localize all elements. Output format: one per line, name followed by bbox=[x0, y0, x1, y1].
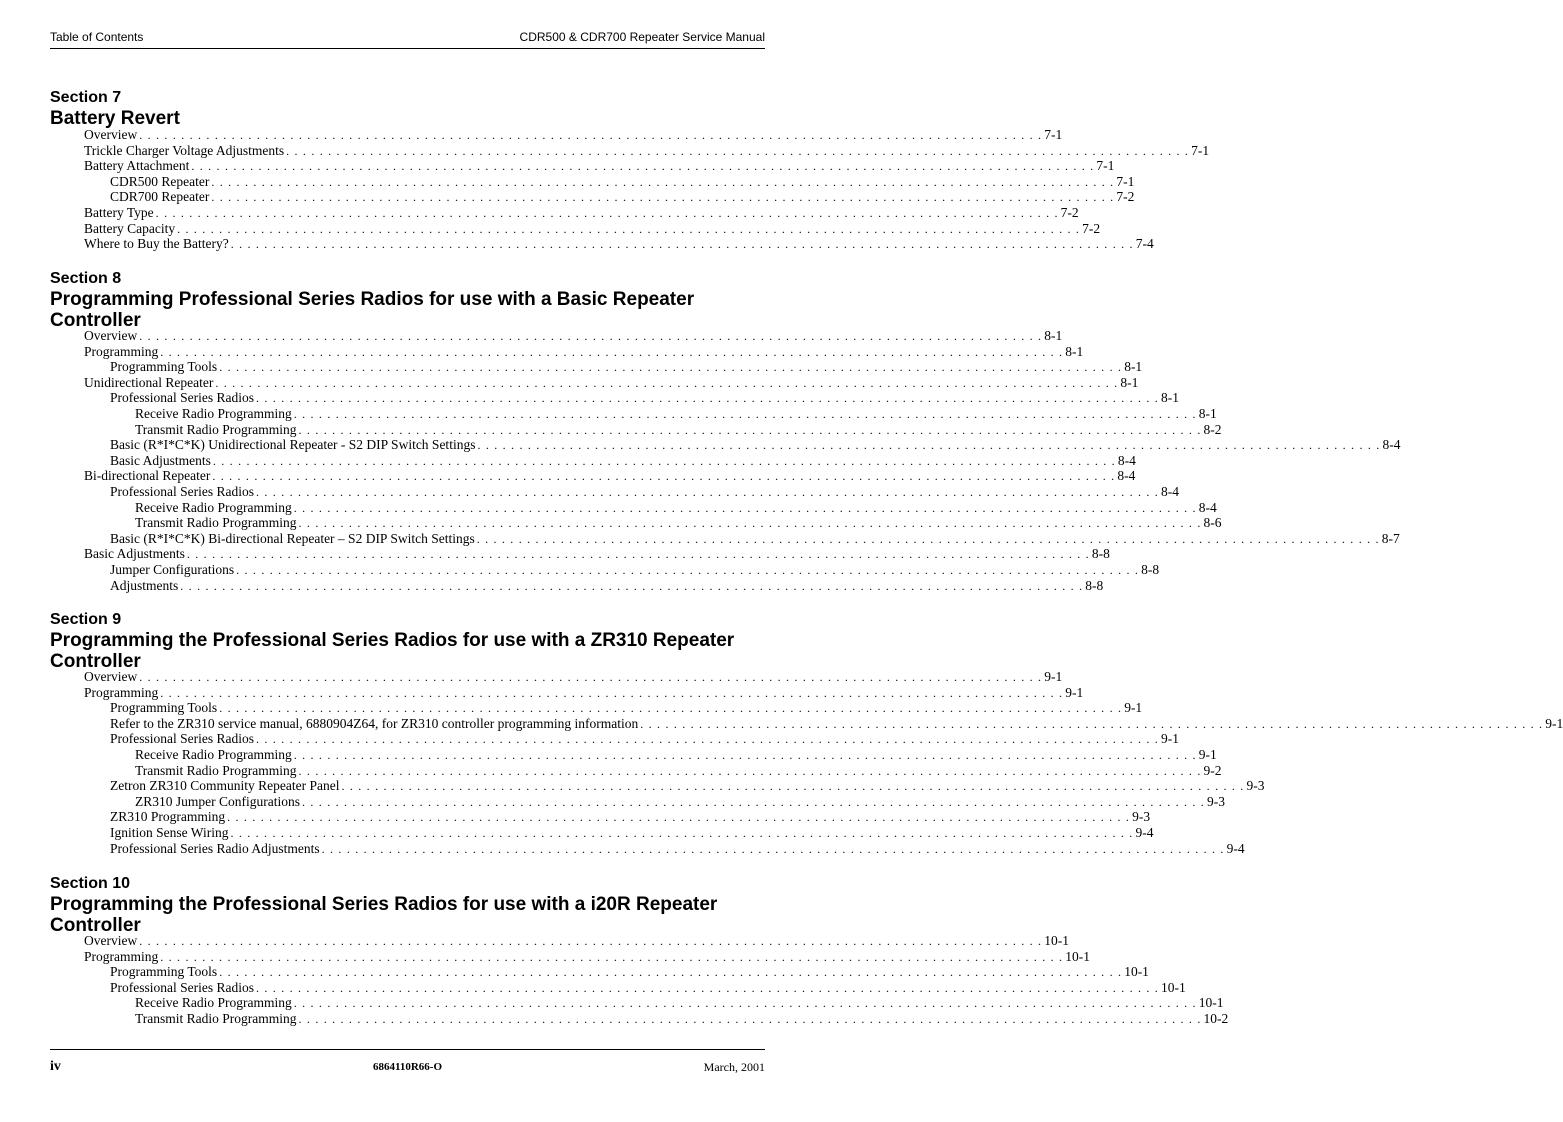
toc-list bbox=[84, 669, 1563, 856]
dot-leader: . . . . . . . . . . . . . . . . . . . . . . . . . . . . . . . . . . . . . . . . . . . . . . . . . . . . . . . . . . . . . . . . . . . . . . . . . . . . . . . . . . . . . . . . . . . . . . . . . . . . . . . . . . . . bbox=[302, 794, 1205, 809]
toc-entry-page: 8-1 bbox=[1198, 405, 1217, 421]
dot-leader: . . . . . . . . . . . . . . . . . . . . . . . . . . . . . . . . . . . . . . . . . . . . . . . . . . . . . . . . . . . . . . . . . . . . . . . . . . . . . . . . . . . . . . . . . . . . . . . . . . . . . . . . . . . . bbox=[298, 1011, 1202, 1026]
section-number: Section 9 bbox=[50, 611, 122, 628]
toc-entry-title: Transmit Radio Programming bbox=[135, 762, 297, 778]
footer-date: March, 2001 bbox=[703, 1060, 765, 1074]
toc-entry-page: 10-1 bbox=[1161, 979, 1186, 995]
toc-entry-page: 9-1 bbox=[1065, 684, 1084, 700]
dot-leader: . . . . . . . . . . . . . . . . . . . . . . . . . . . . . . . . . . . . . . . . . . . . . . . . . . . . . . . . . . . . . . . . . . . . . . . . . . . . . . . . . . . . . . . . . . . . . . . . . . . . . . . . . . . . bbox=[186, 547, 1090, 562]
dot-leader: . . . . . . . . . . . . . . . . . . . . . . . . . . . . . . . . . . . . . . . . . . . . . . . . . . . . . . . . . . . . . . . . . . . . . . . . . . . . . . . . . . . . . . . . . . . . . . . . . . . . . . . . . . . . bbox=[212, 469, 1116, 484]
toc-entry-title: Ignition Sense Wiring bbox=[110, 824, 229, 840]
toc-entry[interactable] bbox=[84, 499, 1217, 516]
toc-entry-page: 10-1 bbox=[1198, 995, 1224, 1011]
toc-entry[interactable] bbox=[84, 979, 1186, 996]
toc-entry-title: ZR310 Programming bbox=[110, 809, 226, 825]
toc-entry-title: Zetron ZR310 Community Repeater Panel bbox=[110, 778, 340, 794]
dot-leader: . . . . . . . . . . . . . . . . . . . . . . . . . . . . . . . . . . . . . . . . . . . . . . . . . . . . . . . . . . . . . . . . . . . . . . . . . . . . . . . . . . . . . . . . . . . . . . . . . . . . . . . . . . . . bbox=[139, 670, 1043, 684]
toc-entry-page: 8-1 bbox=[1124, 359, 1143, 375]
dot-leader: . . . . . . . . . . . . . . . . . . . . . . . . . . . . . . . . . . . . . . . . . . . . . . . . . . . . . . . . . . . . . . . . . . . . . . . . . . . . . . . . . . . . . . . . . . . . . . . . . . . . . . . . . . . . bbox=[286, 143, 1190, 158]
toc-entry[interactable] bbox=[84, 390, 1179, 406]
dot-leader: . . . . . . . . . . . . . . . . . . . . . . . . . . . . . . . . . . . . . . . . . . . . . . . . . . . . . . . . . . . . . . . . . . . . . . . . . . . . . . . . . . . . . . . . . . . . . . . . . . . . . . . . . . . . bbox=[230, 237, 1134, 252]
dot-leader: . . . . . . . . . . . . . . . . . . . . . . . . . . . . . . . . . . . . . . . . . . . . . . . . . . . . . . . . . . . . . . . . . . . . . . . . . . . . . . . . . . . . . . . . . . . . . . . . . . . . . . . . . . . . bbox=[256, 732, 1159, 747]
toc-entry[interactable] bbox=[84, 700, 1143, 716]
toc-entry[interactable] bbox=[84, 1010, 1229, 1027]
toc-entry-title: Transmit Radio Programming bbox=[135, 515, 297, 531]
section-title-line: Controller bbox=[50, 651, 141, 672]
dot-leader: . . . . . . . . . . . . . . . . . . . . . . . . . . . . . . . . . . . . . . . . . . . . . . . . . . . . . . . . . . . . . . . . . . . . . . . . . . . . . . . . . . . . . . . . . . . . . . . . . . . . . . . . . . . . bbox=[341, 779, 1245, 794]
toc-entry-title: Basic Adjustments bbox=[84, 546, 185, 562]
toc-entry-page: 8-1 bbox=[1161, 390, 1179, 406]
toc-entry[interactable] bbox=[84, 468, 1136, 484]
toc-entry-title: Programming bbox=[84, 684, 159, 700]
section-title bbox=[50, 289, 770, 331]
toc-list bbox=[84, 328, 1401, 593]
dot-leader: . . . . . . . . . . . . . . . . . . . . . . . . . . . . . . . . . . . . . . . . . . . . . . . . . . . . . . . . . . . . . . . . . . . . . . . . . . . . . . . . . . . . . . . . . . . . . . . . . . . . . . . . . . . . bbox=[256, 980, 1159, 995]
toc-entry-title: Overview bbox=[84, 328, 138, 343]
toc-entry-page: 8-2 bbox=[1203, 421, 1222, 437]
toc-entry-title: Battery Attachment bbox=[84, 158, 190, 174]
toc-entry-page: 9-4 bbox=[1135, 824, 1154, 840]
section-title bbox=[50, 108, 770, 129]
toc-entry-page: 8-4 bbox=[1117, 452, 1136, 468]
toc-entry-page: 9-1 bbox=[1198, 746, 1217, 762]
toc-entry-page: 7-1 bbox=[1096, 158, 1115, 174]
toc-entry-title: Trickle Charger Voltage Adjustments bbox=[84, 142, 285, 158]
dot-leader: . . . . . . . . . . . . . . . . . . . . . . . . . . . . . . . . . . . . . . . . . . . . . . . . . . . . . . . . . . . . . . . . . . . . . . . . . . . . . . . . . . . . . . . . . . . . . . . . . . . . . . . . . . . . bbox=[177, 221, 1081, 236]
toc-entry-page: 9-2 bbox=[1203, 762, 1222, 778]
dot-leader: . . . . . . . . . . . . . . . . . . . . . . . . . . . . . . . . . . . . . . . . . . . . . . . . . . . . . . . . . . . . . . . . . . . . . . . . . . . . . . . . . . . . . . . . . . . . . . . . . . . . . . . . . . . . bbox=[219, 965, 1123, 980]
dot-leader: . . . . . . . . . . . . . . . . . . . . . . . . . . . . . . . . . . . . . . . . . . . . . . . . . . . . . . . . . . . . . . . . . . . . . . . . . . . . . . . . . . . . . . . . . . . . . . . . . . . . . . . . . . . . bbox=[139, 934, 1043, 948]
toc-entry-page: 8-4 bbox=[1117, 468, 1136, 484]
dot-leader: . . . . . . . . . . . . . . . . . . . . . . . . . . . . . . . . . . . . . . . . . . . . . . . . . . . . . . . . . . . . . . . . . . . . . . . . . . . . . . . . . . . . . . . . . . . . . . . . . . . . . . . . . . . . bbox=[211, 174, 1115, 189]
toc-entry[interactable] bbox=[84, 577, 1104, 594]
toc-entry-title: Adjustments bbox=[110, 577, 179, 593]
toc-entry[interactable] bbox=[84, 933, 1069, 949]
toc-entry-page: 7-2 bbox=[1116, 189, 1135, 205]
section-title bbox=[50, 630, 770, 672]
toc-entry[interactable] bbox=[84, 762, 1222, 779]
toc-entry-page: 7-1 bbox=[1191, 142, 1210, 158]
dot-leader: . . . . . . . . . . . . . . . . . . . . . . . . . . . . . . . . . . . . . . . . . . . . . . . . . . . . . . . . . . . . . . . . . . . . . . . . . . . . . . . . . . . . . . . . . . . . . . . . . . . . . . . . . . . . bbox=[298, 763, 1202, 778]
toc-entry[interactable] bbox=[84, 715, 1563, 732]
toc-entry[interactable] bbox=[84, 483, 1179, 500]
dot-leader: . . . . . . . . . . . . . . . . . . . . . . . . . . . . . . . . . . . . . . . . . . . . . . . . . . . . . . . . . . . . . . . . . . . . . . . . . . . . . . . . . . . . . . . . . . . . . . . . . . . . . . . . . . . . bbox=[160, 685, 1064, 700]
dot-leader: . . . . . . . . . . . . . . . . . . . . . . . . . . . . . . . . . . . . . . . . . . . . . . . . . . . . . . . . . . . . . . . . . . . . . . . . . . . . . . . . . . . . . . . . . . . . . . . . . . . . . . . . . . . . bbox=[227, 810, 1131, 825]
toc-entry[interactable] bbox=[84, 669, 1063, 685]
toc-entry[interactable] bbox=[84, 127, 1063, 143]
toc-list bbox=[84, 127, 1210, 252]
section-number: Section 8 bbox=[50, 270, 122, 287]
section-title-line: Controller bbox=[50, 915, 141, 936]
toc-entry[interactable] bbox=[84, 515, 1222, 531]
toc-entry[interactable] bbox=[84, 546, 1110, 562]
dot-leader: . . . . . . . . . . . . . . . . . . . . . . . . . . . . . . . . . . . . . . . . . . . . . . . . . . . . . . . . . . . . . . . . . . . . . . . . . . . . . . . . . . . . . . . . . . . . . . . . . . . . . . . . . . . . bbox=[155, 205, 1059, 220]
toc-entry[interactable] bbox=[84, 374, 1139, 391]
toc-entry-title: Professional Series Radios bbox=[110, 979, 254, 995]
toc-entry-page: 7-2 bbox=[1060, 204, 1079, 220]
toc-entry-page: 9-1 bbox=[1545, 715, 1563, 731]
dot-leader: . . . . . . . . . . . . . . . . . . . . . . . . . . . . . . . . . . . . . . . . . . . . . . . . . . . . . . . . . . . . . . . . . . . . . . . . . . . . . . . . . . . . . . . . . . . . . . . . . . . . . . . . . . . . bbox=[293, 406, 1197, 421]
toc-entry-title: Basic (R*I*C*K) Bi-directional Repeater – S2 DIP Switch Settings bbox=[110, 530, 475, 546]
toc-entry-page: 8-8 bbox=[1091, 546, 1110, 562]
toc-entry[interactable] bbox=[84, 142, 1210, 159]
toc-entry-page: 10-1 bbox=[1044, 933, 1069, 948]
toc-entry[interactable] bbox=[84, 158, 1115, 174]
dot-leader: . . . . . . . . . . . . . . . . . . . . . . . . . . . . . . . . . . . . . . . . . . . . . . . . . . . . . . . . . . . . . . . . . . . . . . . . . . . . . . . . . . . . . . . . . . . . . . . . . . . . . . . . . . . . bbox=[640, 716, 1544, 731]
toc-entry-title: Professional Series Radios bbox=[110, 390, 254, 406]
dot-leader: . . . . . . . . . . . . . . . . . . . . . . . . . . . . . . . . . . . . . . . . . . . . . . . . . . . . . . . . . . . . . . . . . . . . . . . . . . . . . . . . . . . . . . . . . . . . . . . . . . . . . . . . . . . . bbox=[160, 344, 1064, 359]
toc-entry-page: 8-8 bbox=[1085, 577, 1104, 593]
toc-entry-page: 8-4 bbox=[1198, 499, 1217, 515]
section-title bbox=[50, 894, 770, 936]
section-number: Section 10 bbox=[50, 875, 131, 892]
header-left: Table of Contents bbox=[50, 30, 144, 44]
section-title-line: Programming the Professional Series Radios for use with a i20R Repeater bbox=[50, 894, 718, 915]
toc-entry-title: Receive Radio Programming bbox=[135, 405, 292, 421]
footer-doc-number: 6864110R66-O bbox=[372, 1061, 443, 1073]
toc-entry-title: Overview bbox=[84, 127, 138, 142]
toc-entry-page: 8-1 bbox=[1044, 328, 1063, 343]
toc-entry-page: 9-1 bbox=[1124, 700, 1143, 716]
toc-entry[interactable] bbox=[84, 746, 1217, 763]
toc-entry-page: 8-7 bbox=[1381, 530, 1400, 546]
toc-entry-title: Overview bbox=[84, 933, 138, 948]
toc-entry-title: Receive Radio Programming bbox=[135, 995, 292, 1011]
footer-page-number: iv bbox=[50, 1059, 61, 1074]
toc-entry-title: Jumper Configurations bbox=[110, 561, 235, 577]
toc-entry-title: Professional Series Radios bbox=[110, 731, 254, 747]
toc-entry-title: Programming Tools bbox=[110, 964, 218, 980]
toc-entry[interactable] bbox=[84, 405, 1217, 422]
dot-leader: . . . . . . . . . . . . . . . . . . . . . . . . . . . . . . . . . . . . . . . . . . . . . . . . . . . . . . . . . . . . . . . . . . . . . . . . . . . . . . . . . . . . . . . . . . . . . . . . . . . . . . . . . . . . bbox=[219, 701, 1123, 716]
toc-entry-page: 7-2 bbox=[1082, 220, 1101, 236]
running-footer bbox=[50, 1049, 765, 1074]
dot-leader: . . . . . . . . . . . . . . . . . . . . . . . . . . . . . . . . . . . . . . . . . . . . . . . . . . . . . . . . . . . . . . . . . . . . . . . . . . . . . . . . . . . . . . . . . . . . . . . . . . . . . . . . . . . . bbox=[219, 360, 1123, 375]
toc-entry-title: Where to Buy the Battery? bbox=[84, 236, 229, 252]
dot-leader: . . . . . . . . . . . . . . . . . . . . . . . . . . . . . . . . . . . . . . . . . . . . . . . . . . . . . . . . . . . . . . . . . . . . . . . . . . . . . . . . . . . . . . . . . . . . . . . . . . . . . . . . . . . . bbox=[298, 422, 1202, 437]
toc-entry-title: Professional Series Radios bbox=[110, 483, 254, 499]
dot-leader: . . . . . . . . . . . . . . . . . . . . . . . . . . . . . . . . . . . . . . . . . . . . . . . . . . . . . . . . . . . . . . . . . . . . . . . . . . . . . . . . . . . . . . . . . . . . . . . . . . . . . . . . . . . . bbox=[139, 128, 1043, 142]
toc-entry-title: Overview bbox=[84, 669, 138, 684]
section-title-line: Programming Professional Series Radios for use with a Basic Repeater bbox=[50, 289, 695, 310]
toc-entry[interactable] bbox=[84, 173, 1135, 190]
toc-entry[interactable] bbox=[84, 452, 1136, 469]
toc-entry-page: 10-1 bbox=[1124, 964, 1149, 980]
toc-entry[interactable] bbox=[84, 343, 1084, 360]
toc-entry[interactable] bbox=[84, 236, 1154, 252]
dot-leader: . . . . . . . . . . . . . . . . . . . . . . . . . . . . . . . . . . . . . . . . . . . . . . . . . . . . . . . . . . . . . . . . . . . . . . . . . . . . . . . . . . . . . . . . . . . . . . . . . . . . . . . . . . . . bbox=[256, 484, 1159, 499]
toc-entry-page: 7-1 bbox=[1116, 173, 1135, 189]
toc-entry[interactable] bbox=[84, 359, 1143, 375]
toc-entry-page: 10-1 bbox=[1065, 948, 1090, 964]
toc-entry-title: Refer to the ZR310 service manual, 6880904Z64, for ZR310 controller programming information bbox=[110, 715, 639, 731]
dot-leader: . . . . . . . . . . . . . . . . . . . . . . . . . . . . . . . . . . . . . . . . . . . . . . . . . . . . . . . . . . . . . . . . . . . . . . . . . . . . . . . . . . . . . . . . . . . . . . . . . . . . . . . . . . . . bbox=[293, 996, 1197, 1011]
toc-entry-page: 8-1 bbox=[1065, 343, 1084, 359]
toc-entry[interactable] bbox=[84, 328, 1063, 344]
toc-entry-page: 9-1 bbox=[1161, 731, 1179, 747]
toc-entry-page: 7-1 bbox=[1044, 127, 1063, 142]
toc-list bbox=[84, 933, 1229, 1027]
toc-entry-page: 9-3 bbox=[1207, 793, 1225, 809]
dot-leader: . . . . . . . . . . . . . . . . . . . . . . . . . . . . . . . . . . . . . . . . . . . . . . . . . . . . . . . . . . . . . . . . . . . . . . . . . . . . . . . . . . . . . . . . . . . . . . . . . . . . . . . . . . . . bbox=[160, 949, 1064, 964]
toc-entry[interactable] bbox=[84, 204, 1079, 221]
toc-entry[interactable] bbox=[84, 824, 1154, 841]
toc-entry[interactable] bbox=[84, 793, 1225, 810]
toc-entry-page: 10-2 bbox=[1203, 1010, 1229, 1026]
dot-leader: . . . . . . . . . . . . . . . . . . . . . . . . . . . . . . . . . . . . . . . . . . . . . . . . . . . . . . . . . . . . . . . . . . . . . . . . . . . . . . . . . . . . . . . . . . . . . . . . . . . . . . . . . . . . bbox=[236, 562, 1140, 577]
toc-entry[interactable] bbox=[84, 684, 1084, 701]
toc-entry-page: 8-6 bbox=[1203, 515, 1222, 531]
toc-entry-title: Receive Radio Programming bbox=[135, 499, 292, 515]
toc-entry-page: 8-8 bbox=[1141, 561, 1160, 577]
toc-entry-page: 9-4 bbox=[1226, 840, 1245, 856]
toc-entry-title: Programming bbox=[84, 343, 159, 359]
toc-entry-title: Basic Adjustments bbox=[110, 452, 211, 468]
dot-leader: . . . . . . . . . . . . . . . . . . . . . . . . . . . . . . . . . . . . . . . . . . . . . . . . . . . . . . . . . . . . . . . . . . . . . . . . . . . . . . . . . . . . . . . . . . . . . . . . . . . . . . . . . . . . bbox=[230, 825, 1134, 840]
dot-leader: . . . . . . . . . . . . . . . . . . . . . . . . . . . . . . . . . . . . . . . . . . . . . . . . . . . . . . . . . . . . . . . . . . . . . . . . . . . . . . . . . . . . . . . . . . . . . . . . . . . . . . . . . . . . bbox=[298, 516, 1202, 531]
dot-leader: . . . . . . . . . . . . . . . . . . . . . . . . . . . . . . . . . . . . . . . . . . . . . . . . . . . . . . . . . . . . . . . . . . . . . . . . . . . . . . . . . . . . . . . . . . . . . . . . . . . . . . . . . . . . bbox=[477, 438, 1381, 453]
toc-entry[interactable] bbox=[84, 220, 1101, 237]
dot-leader: . . . . . . . . . . . . . . . . . . . . . . . . . . . . . . . . . . . . . . . . . . . . . . . . . . . . . . . . . . . . . . . . . . . . . . . . . . . . . . . . . . . . . . . . . . . . . . . . . . . . . . . . . . . . bbox=[293, 500, 1197, 515]
toc-entry-title: Programming Tools bbox=[110, 359, 218, 375]
toc-entry-title: Programming bbox=[84, 948, 159, 964]
toc-entry[interactable] bbox=[84, 948, 1090, 965]
dot-leader: . . . . . . . . . . . . . . . . . . . . . . . . . . . . . . . . . . . . . . . . . . . . . . . . . . . . . . . . . . . . . . . . . . . . . . . . . . . . . . . . . . . . . . . . . . . . . . . . . . . . . . . . . . . . bbox=[211, 190, 1115, 205]
toc-entry-page: 8-1 bbox=[1120, 374, 1139, 390]
toc-entry[interactable] bbox=[84, 189, 1135, 205]
toc-entry-page: 7-4 bbox=[1135, 236, 1154, 252]
toc-entry[interactable] bbox=[84, 778, 1265, 794]
dot-leader: . . . . . . . . . . . . . . . . . . . . . . . . . . . . . . . . . . . . . . . . . . . . . . . . . . . . . . . . . . . . . . . . . . . . . . . . . . . . . . . . . . . . . . . . . . . . . . . . . . . . . . . . . . . . bbox=[212, 453, 1116, 468]
toc-entry-title: Unidirectional Repeater bbox=[84, 374, 214, 390]
dot-leader: . . . . . . . . . . . . . . . . . . . . . . . . . . . . . . . . . . . . . . . . . . . . . . . . . . . . . . . . . . . . . . . . . . . . . . . . . . . . . . . . . . . . . . . . . . . . . . . . . . . . . . . . . . . . bbox=[139, 329, 1043, 343]
toc-entry[interactable] bbox=[84, 561, 1160, 578]
toc-entry-page: 8-4 bbox=[1382, 437, 1401, 453]
toc-entry-page: 9-1 bbox=[1044, 669, 1063, 684]
header-right: CDR500 & CDR700 Repeater Service Manual bbox=[519, 30, 765, 44]
toc-entry[interactable] bbox=[84, 530, 1400, 547]
toc-entry-page: 8-4 bbox=[1161, 483, 1179, 499]
toc-entry-title: Receive Radio Programming bbox=[135, 746, 292, 762]
section-title-line: Controller bbox=[50, 310, 141, 331]
toc-entry-title: ZR310 Jumper Configurations bbox=[135, 793, 300, 809]
toc-entry-title: Battery Type bbox=[84, 204, 154, 220]
toc-entry[interactable] bbox=[84, 964, 1149, 980]
toc-entry[interactable] bbox=[84, 995, 1224, 1011]
toc-entry[interactable] bbox=[84, 731, 1179, 747]
running-header bbox=[50, 30, 765, 49]
toc-entry[interactable] bbox=[84, 437, 1401, 453]
dot-leader: . . . . . . . . . . . . . . . . . . . . . . . . . . . . . . . . . . . . . . . . . . . . . . . . . . . . . . . . . . . . . . . . . . . . . . . . . . . . . . . . . . . . . . . . . . . . . . . . . . . . . . . . . . . . bbox=[476, 531, 1380, 546]
dot-leader: . . . . . . . . . . . . . . . . . . . . . . . . . . . . . . . . . . . . . . . . . . . . . . . . . . . . . . . . . . . . . . . . . . . . . . . . . . . . . . . . . . . . . . . . . . . . . . . . . . . . . . . . . . . . bbox=[321, 841, 1225, 856]
toc-entry[interactable] bbox=[84, 421, 1222, 438]
toc-entry-title: CDR500 Repeater bbox=[110, 173, 210, 189]
dot-leader: . . . . . . . . . . . . . . . . . . . . . . . . . . . . . . . . . . . . . . . . . . . . . . . . . . . . . . . . . . . . . . . . . . . . . . . . . . . . . . . . . . . . . . . . . . . . . . . . . . . . . . . . . . . . bbox=[256, 391, 1159, 406]
toc-entry-page: 9-3 bbox=[1132, 809, 1151, 825]
toc-entry-title: Professional Series Radio Adjustments bbox=[110, 840, 320, 856]
section-number: Section 7 bbox=[50, 89, 122, 106]
toc-entry[interactable] bbox=[84, 840, 1245, 857]
toc-entry-title: CDR700 Repeater bbox=[110, 189, 210, 205]
toc-entry-title: Programming Tools bbox=[110, 700, 218, 716]
toc-entry-page: 9-3 bbox=[1246, 778, 1265, 794]
toc-entry-title: Bi-directional Repeater bbox=[84, 468, 211, 484]
toc-entry-title: Transmit Radio Programming bbox=[135, 421, 297, 437]
section-title-line: Battery Revert bbox=[50, 108, 180, 129]
toc-entry-title: Battery Capacity bbox=[84, 220, 176, 236]
dot-leader: . . . . . . . . . . . . . . . . . . . . . . . . . . . . . . . . . . . . . . . . . . . . . . . . . . . . . . . . . . . . . . . . . . . . . . . . . . . . . . . . . . . . . . . . . . . . . . . . . . . . . . . . . . . . bbox=[215, 375, 1119, 390]
dot-leader: . . . . . . . . . . . . . . . . . . . . . . . . . . . . . . . . . . . . . . . . . . . . . . . . . . . . . . . . . . . . . . . . . . . . . . . . . . . . . . . . . . . . . . . . . . . . . . . . . . . . . . . . . . . . bbox=[293, 747, 1197, 762]
toc-entry-title: Transmit Radio Programming bbox=[135, 1010, 297, 1026]
toc-entry[interactable] bbox=[84, 809, 1151, 825]
dot-leader: . . . . . . . . . . . . . . . . . . . . . . . . . . . . . . . . . . . . . . . . . . . . . . . . . . . . . . . . . . . . . . . . . . . . . . . . . . . . . . . . . . . . . . . . . . . . . . . . . . . . . . . . . . . . bbox=[191, 159, 1095, 174]
dot-leader: . . . . . . . . . . . . . . . . . . . . . . . . . . . . . . . . . . . . . . . . . . . . . . . . . . . . . . . . . . . . . . . . . . . . . . . . . . . . . . . . . . . . . . . . . . . . . . . . . . . . . . . . . . . . bbox=[180, 578, 1084, 593]
toc-entry-title: Basic (R*I*C*K) Unidirectional Repeater - S2 DIP Switch Settings bbox=[110, 437, 476, 453]
section-title-line: Programming the Professional Series Radios for use with a ZR310 Repeater bbox=[50, 630, 735, 651]
